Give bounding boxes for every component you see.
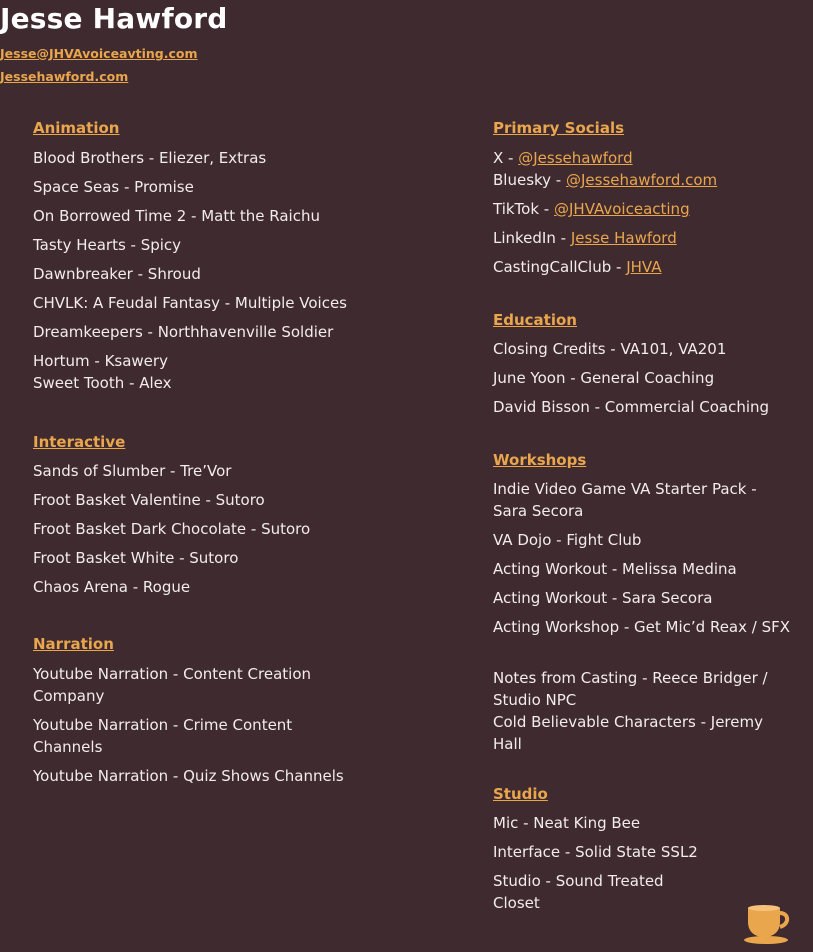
animation-item: Dawnbreaker - Shroud [33, 265, 201, 283]
workshop-item: Indie Video Game VA Starter Pack - Sara Secora [493, 480, 757, 520]
page-title: Jesse Hawford [0, 2, 228, 35]
workshop-item: VA Dojo - Fight Club [493, 531, 642, 549]
studio-item: Studio - Sound Treated Closet [493, 872, 664, 912]
workshop-item: Cold Believable Characters - Jeremy Hall [493, 713, 763, 753]
social-linkedin [493, 227, 677, 249]
workshops-heading: Workshops [493, 451, 587, 469]
interactive-item: Froot Basket White - Sutoro [33, 549, 239, 567]
interactive-item: Chaos Arena - Rogue [33, 578, 191, 596]
interactive-heading: Interactive [33, 433, 126, 451]
animation-item: Hortum - Ksawery [33, 352, 168, 370]
social-label: LinkedIn - [493, 229, 571, 247]
social-x-link[interactable]: @Jessehawford [518, 149, 633, 167]
interactive-item: Froot Basket Valentine - Sutoro [33, 491, 265, 509]
social-x [493, 147, 633, 169]
social-tiktok-link[interactable]: @JHVAvoiceacting [553, 200, 690, 218]
animation-heading: Animation [33, 119, 120, 137]
narration-item: Youtube Narration - Quiz Shows Channels [33, 767, 344, 785]
social-bluesky-link[interactable]: @Jessehawford.com [566, 171, 718, 189]
website-link[interactable]: Jessehawford.com [0, 69, 129, 84]
social-tiktok [493, 198, 690, 220]
social-bluesky [493, 169, 717, 191]
animation-item: Sweet Tooth - Alex [33, 374, 172, 392]
social-label: Bluesky - [493, 171, 566, 189]
social-label: X - [493, 149, 519, 167]
animation-item: Blood Brothers - Eliezer, Extras [33, 149, 267, 167]
social-label: TikTok - [493, 200, 554, 218]
studio-heading: Studio [493, 785, 548, 803]
education-item: David Bisson - Commercial Coaching [493, 398, 770, 416]
interactive-item: Froot Basket Dark Chocolate - Sutoro [33, 520, 311, 538]
studio-item: Interface - Solid State SSL2 [493, 843, 698, 861]
narration-heading: Narration [33, 635, 114, 653]
email-link[interactable]: Jesse@JHVAvoiceavting.com [0, 46, 198, 61]
social-castingcallclub-link[interactable]: JHVA [626, 258, 662, 276]
workshop-item: Notes from Casting - Reece Bridger / Studio NPC [493, 669, 768, 709]
animation-item: Space Seas - Promise [33, 178, 194, 196]
animation-item: CHVLK: A Feudal Fantasy - Multiple Voices [33, 294, 347, 312]
animation-item: Tasty Hearts - Spicy [33, 236, 182, 254]
social-label: CastingCallClub - [493, 258, 627, 276]
interactive-item: Sands of Slumber - Tre’Vor [33, 462, 232, 480]
workshop-item: Acting Workout - Sara Secora [493, 589, 713, 607]
studio-item: Mic - Neat King Bee [493, 814, 641, 832]
socials-heading: Primary Socials [493, 119, 625, 137]
education-heading: Education [493, 311, 577, 329]
coffee-cup-icon[interactable] [742, 900, 794, 946]
narration-item: Youtube Narration - Crime Content Channels [33, 716, 293, 756]
workshop-item: Acting Workshop - Get Mic’d Reax / SFX [493, 618, 791, 636]
education-item: Closing Credits - VA101, VA201 [493, 340, 727, 358]
narration-item: Youtube Narration - Content Creation Company [33, 665, 312, 705]
animation-item: Dreamkeepers - Northhavenville Soldier [33, 323, 334, 341]
animation-item: On Borrowed Time 2 - Matt the Raichu [33, 207, 320, 225]
social-castingcallclub [493, 256, 661, 278]
social-linkedin-link[interactable]: Jesse Hawford [570, 229, 677, 247]
workshop-item: Acting Workout - Melissa Medina [493, 560, 737, 578]
education-item: June Yoon - General Coaching [493, 369, 715, 387]
